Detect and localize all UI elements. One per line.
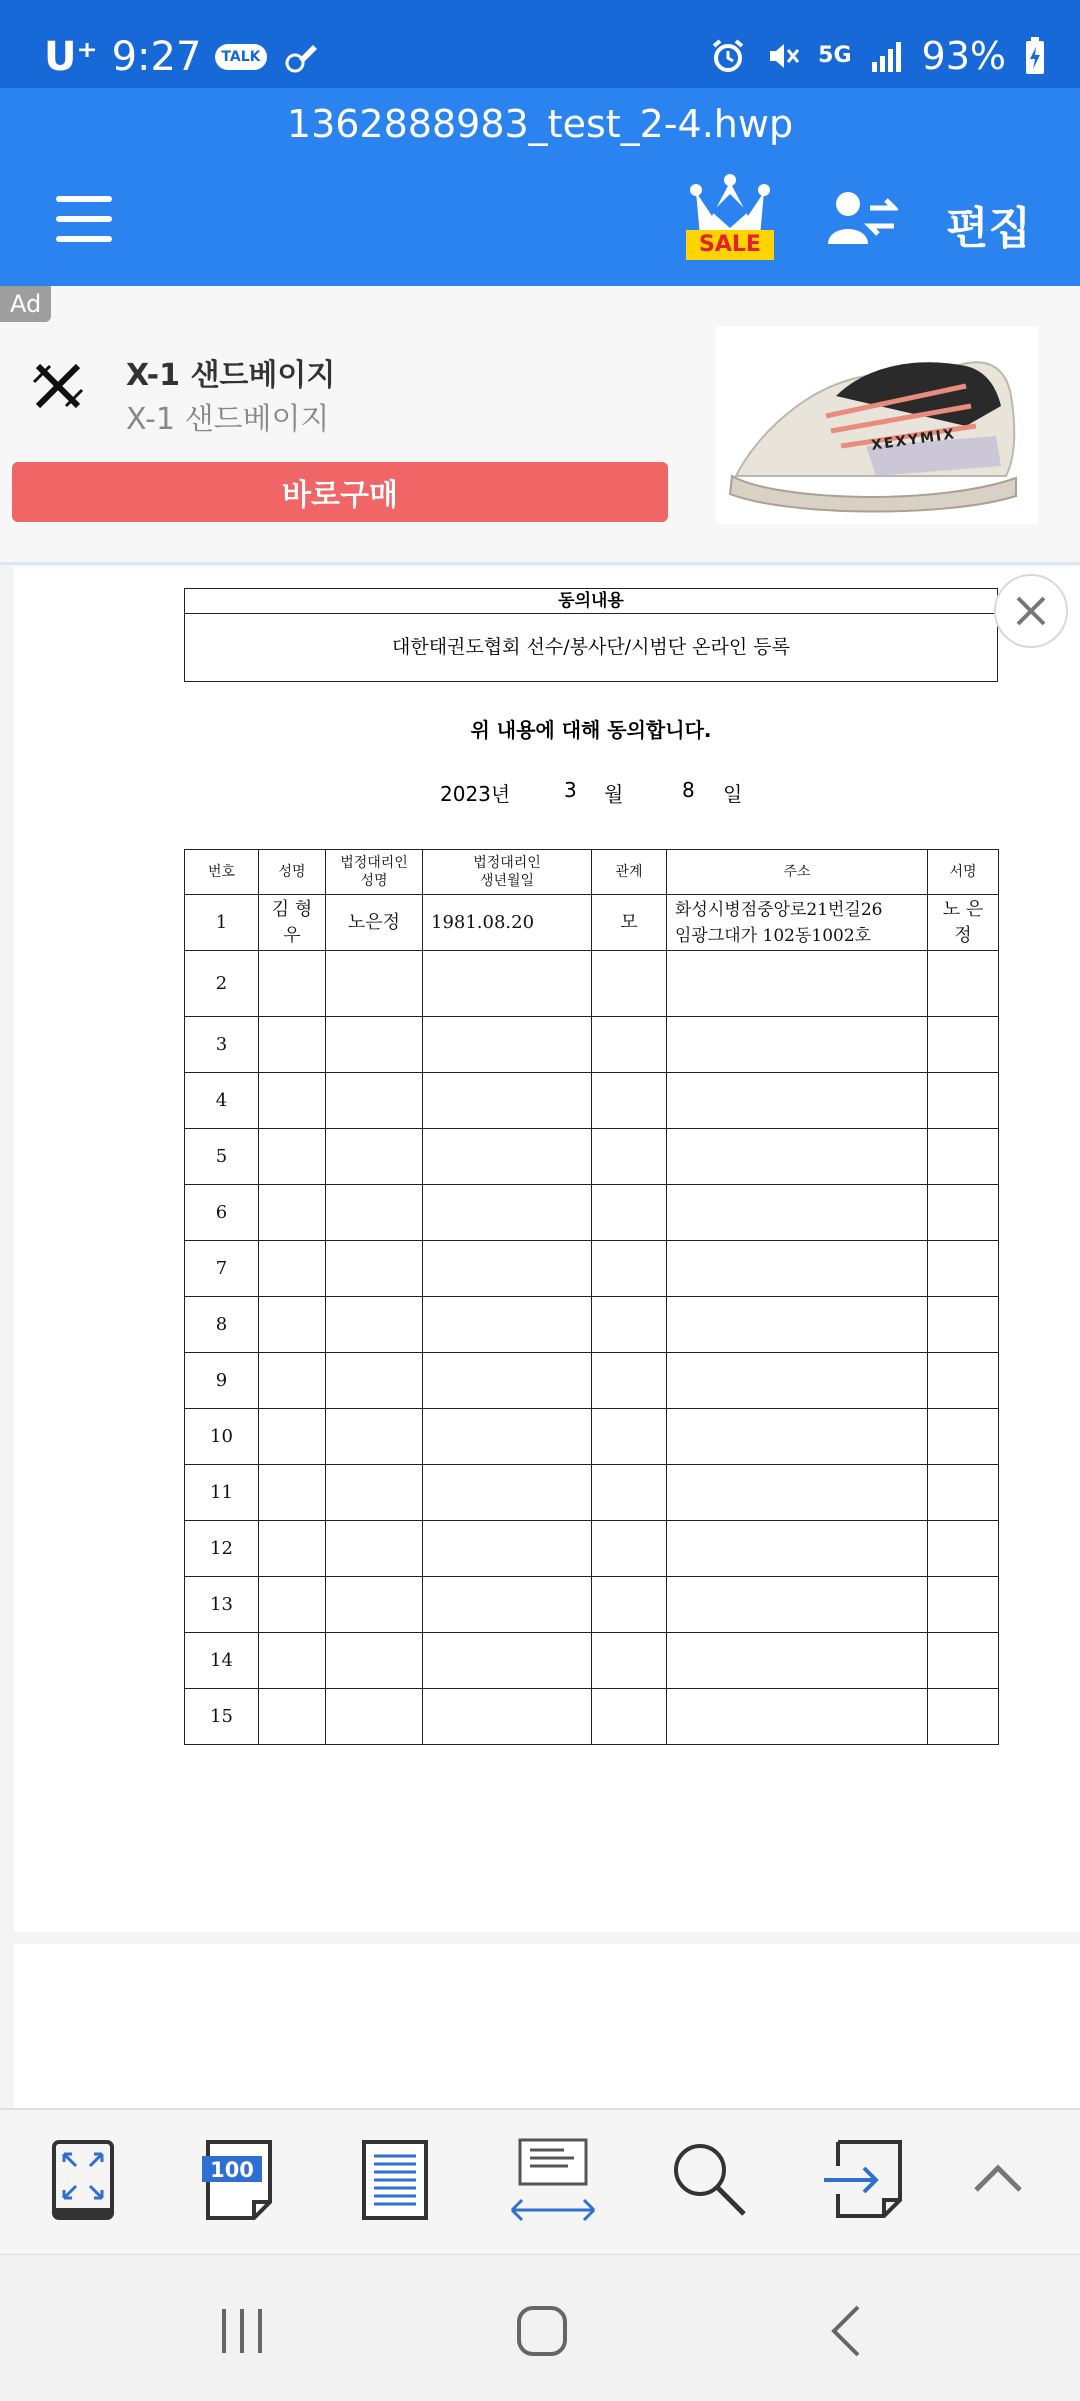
reflow-width-button[interactable] [508, 2136, 598, 2226]
table-row [185, 1577, 999, 1633]
reflow-width-icon [508, 2136, 598, 2226]
chevron-up-icon [952, 2136, 1042, 2226]
table-row [185, 1297, 999, 1353]
sale-crown-button[interactable] [682, 172, 778, 264]
page-view-icon [350, 2136, 440, 2226]
system-nav-bar [0, 2254, 1080, 2401]
home-button[interactable] [512, 2303, 572, 2359]
row-number: 2 [185, 951, 259, 1017]
row-number: 5 [185, 1129, 259, 1185]
table-row [185, 1689, 999, 1745]
go-to-page-button[interactable] [820, 2136, 910, 2226]
header-guardian-birth: 법정대리인 생년월일 [423, 850, 592, 895]
header-name: 성명 [259, 850, 326, 895]
app-bar [0, 88, 1080, 286]
battery-icon [1024, 37, 1046, 75]
go-to-page-icon [820, 2136, 910, 2226]
header-number: 번호 [185, 850, 259, 895]
network-5g-icon: 5G [818, 43, 852, 68]
buy-now-button[interactable]: 바로구매 [12, 462, 668, 522]
consent-header: 동의내용 [185, 589, 997, 614]
row-signature: 노 은 정 [928, 895, 999, 951]
row-number: 6 [185, 1185, 259, 1241]
search-icon [664, 2136, 754, 2226]
sale-label: SALE [699, 232, 761, 257]
user-switch-icon [828, 190, 898, 246]
row-number: 7 [185, 1241, 259, 1297]
ad-badge: Ad [0, 286, 51, 322]
ad-product-image[interactable] [716, 326, 1038, 524]
table-row [185, 1633, 999, 1689]
ad-title: X-1 샌드베이지 [126, 358, 336, 393]
fit-screen-icon [40, 2136, 130, 2226]
table-row [185, 1409, 999, 1465]
close-icon [996, 576, 1066, 646]
consent-text: 대한태권도협회 선수/봉사단/시범단 온라인 등록 [391, 636, 790, 658]
expand-toolbar-button[interactable] [952, 2136, 1042, 2226]
date-year: 2023년 [440, 782, 511, 806]
bottom-toolbar [0, 2108, 1080, 2256]
row-number: 11 [185, 1465, 259, 1521]
mute-icon [764, 38, 800, 74]
header-address: 주소 [667, 850, 928, 895]
status-bar [0, 0, 1080, 88]
row-number: 1 [185, 895, 259, 951]
brand-logo-icon [30, 358, 86, 414]
row-relation: 모 [592, 895, 667, 951]
row-address: 화성시병점중앙로21번길26 임광그대가 102동1002호 [667, 895, 928, 951]
ad-divider [0, 562, 1080, 565]
row-guardian-birth: 1981.08.20 [423, 895, 592, 951]
recents-icon [212, 2303, 272, 2359]
row-number: 15 [185, 1689, 259, 1745]
carrier-label: U⁺ [44, 34, 98, 80]
search-button[interactable] [664, 2136, 754, 2226]
row-number: 10 [185, 1409, 259, 1465]
menu-icon[interactable] [56, 196, 112, 242]
row-name: 김 형 우 [259, 895, 326, 951]
table-row [185, 1241, 999, 1297]
next-document-page[interactable] [14, 1944, 1080, 2108]
game-app-icon [281, 37, 321, 77]
table-row [185, 1073, 999, 1129]
row-number: 4 [185, 1073, 259, 1129]
roster-table [184, 849, 999, 1745]
date-month-unit: 월 [604, 782, 624, 806]
clock: 9:27 [111, 34, 202, 80]
table-row [185, 1353, 999, 1409]
date-day-unit: 일 [723, 782, 743, 806]
row-number: 12 [185, 1521, 259, 1577]
table-row [185, 1017, 999, 1073]
ad-brand-text: XEXYMIX [870, 426, 957, 454]
table-row [185, 951, 999, 1017]
user-switch-button[interactable] [828, 190, 898, 246]
edit-button[interactable]: 편집 [946, 203, 1032, 254]
row-number: 14 [185, 1633, 259, 1689]
row-guardian-name: 노은정 [326, 895, 423, 951]
header-guardian-name: 법정대리인 성명 [326, 850, 423, 895]
close-ad-button[interactable] [994, 574, 1068, 648]
back-button[interactable] [816, 2303, 876, 2359]
table-row [185, 895, 999, 951]
row-number: 13 [185, 1577, 259, 1633]
table-row [185, 1129, 999, 1185]
header-relation: 관계 [592, 850, 667, 895]
signal-icon [870, 40, 904, 72]
recents-button[interactable] [212, 2303, 272, 2359]
consent-box [184, 588, 998, 682]
kakaotalk-icon: TALK [215, 44, 266, 70]
header-signature: 서명 [928, 850, 999, 895]
date-day: 8 [682, 778, 695, 802]
fit-screen-button[interactable] [40, 2136, 130, 2226]
document-title: 1362888983_test_2-4.hwp [286, 102, 794, 146]
home-icon [512, 2303, 572, 2359]
ad-banner[interactable] [0, 286, 1080, 562]
battery-percent: 93% [921, 34, 1006, 78]
row-number: 3 [185, 1017, 259, 1073]
agree-statement: 위 내용에 대해 동의합니다. [470, 718, 712, 742]
row-number: 9 [185, 1353, 259, 1409]
zoom-level: 100 [210, 2158, 254, 2182]
row-number: 8 [185, 1297, 259, 1353]
table-row [185, 1185, 999, 1241]
back-icon [816, 2303, 876, 2359]
zoom-100-button[interactable] [194, 2136, 284, 2226]
date-month: 3 [564, 778, 577, 802]
table-row [185, 1465, 999, 1521]
ad-subtitle: X-1 샌드베이지 [126, 402, 330, 437]
page-view-button[interactable] [350, 2136, 440, 2226]
alarm-icon [710, 38, 746, 74]
table-row [185, 1521, 999, 1577]
